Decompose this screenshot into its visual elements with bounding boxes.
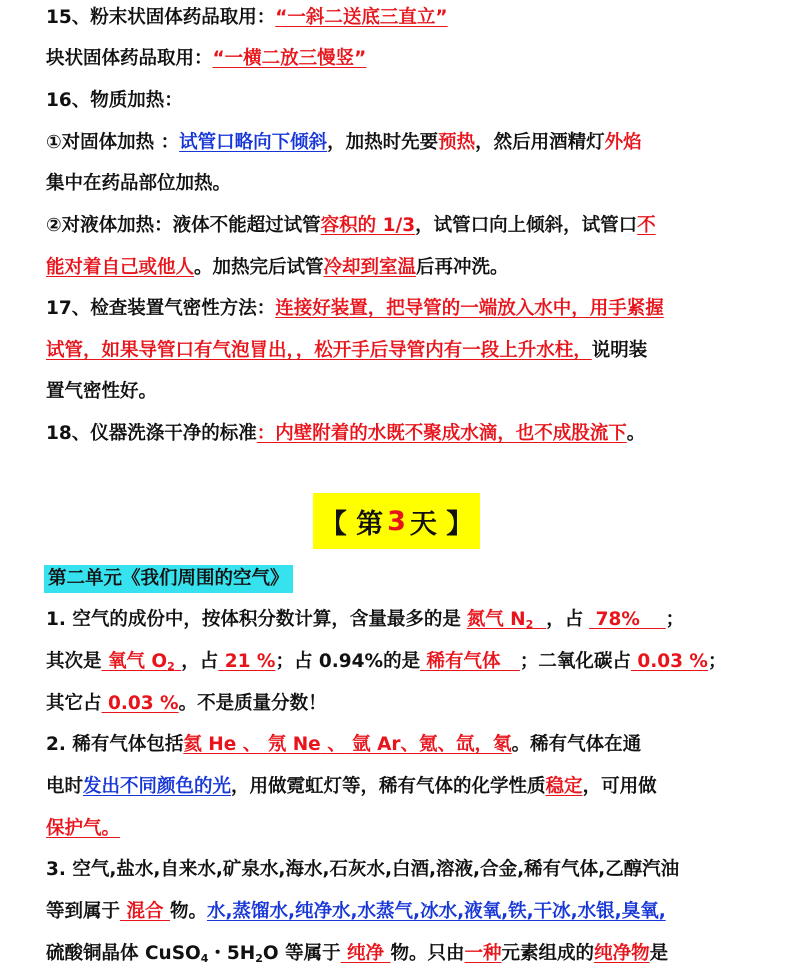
item-16	[46, 87, 183, 115]
heat-solid-line-2-text: 集中在药品部位加热。	[46, 173, 232, 194]
q1-co2	[631, 651, 708, 672]
day-heading-number: 3	[387, 505, 406, 537]
heat-solid-mid2: ，然后用酒精灯	[475, 132, 605, 153]
q1-line-3	[46, 690, 327, 718]
heat-solid-preheat: 预热	[438, 132, 476, 153]
q3-pure-text: 纯净	[347, 943, 385, 964]
q3-line-2-b: 物。	[169, 901, 207, 922]
q1-other	[102, 693, 179, 714]
day-heading-close: 天 】	[409, 508, 474, 540]
heat-solid-outer-flame: 外焰	[604, 132, 642, 153]
q3-line-2	[46, 898, 666, 926]
item-18-label: 18、仪器洗涤干净的标准	[46, 423, 257, 444]
item-17-answer-2: 试管，如果导管口有气泡冒出，，松开手后导管内有一段上升水柱，	[46, 340, 592, 361]
q1-pct-78	[589, 609, 666, 630]
block-solid-answer: “一横二放三慢竖”	[212, 48, 367, 69]
q1-line-2-d: ；二氧化碳占	[519, 651, 631, 672]
q1-line-3-a: 其它占	[46, 693, 102, 714]
q1-line-2-e: ；	[707, 651, 727, 672]
q1-nitrogen	[467, 609, 546, 630]
q1-pct-78-text: 78%	[595, 609, 640, 630]
heat-solid-prefix: ①对固体加热 ：	[46, 132, 180, 153]
q3-line-3-d: 物。只由	[390, 943, 465, 964]
q2-line-2	[46, 773, 657, 801]
heat-liquid-line-1	[46, 212, 656, 240]
q3-pure	[341, 943, 391, 964]
q3-line-3-a: 硫酸铜晶体 CuSO	[46, 943, 201, 964]
q1-line-2	[46, 648, 726, 676]
item-15-answer: “一斜二送底三直立”	[275, 7, 448, 28]
q2-argon: 氩 Ar	[352, 734, 401, 755]
q3-one-kind: 一种	[464, 943, 502, 964]
heat-solid-tilt: 试管口略向下倾斜	[179, 132, 328, 153]
q1-line-1-c: ；	[665, 609, 685, 630]
q3-mixture	[120, 901, 170, 922]
q1-other-text: 0.03 %	[107, 693, 179, 714]
q3-pure-list: 水,蒸馏水,纯净水,水蒸气,冰水,液氧,铁,干冰,水银,臭氧,	[206, 901, 666, 922]
q3-pure-substance: 纯净物	[594, 943, 650, 964]
item-18-end: 。	[626, 423, 646, 444]
q2-neon: 氖 Ne	[267, 734, 321, 755]
q1-rare-gas	[420, 651, 520, 672]
q3-sub-4: 4	[200, 952, 209, 965]
unit-title: 第二单元《我们周围的空气》	[44, 565, 293, 593]
item-16-label: 16、物质加热：	[46, 90, 183, 111]
item-17-line-1	[46, 295, 664, 323]
q2-line-2-a: 电时	[46, 776, 84, 797]
heat-solid-line-1	[46, 129, 642, 157]
q2-stable: 稳定	[545, 776, 583, 797]
day-heading-open: 【 第	[319, 508, 384, 540]
block-solid-line	[46, 45, 366, 73]
q1-nitrogen-sub: 2	[525, 618, 534, 631]
q2-sep-2	[321, 734, 352, 755]
item-17-answer-1: 连接好装置，把导管的一端放入水中，用手紧握	[275, 298, 664, 319]
q2-line-1-a: 2. 稀有气体包括	[46, 734, 184, 755]
item-17-line-2	[46, 337, 647, 365]
q3-line-3-b: ・5H	[208, 943, 256, 964]
q1-nitrogen-text: 氮气 N	[466, 609, 526, 630]
q3-line-3-c: O 等属于	[262, 943, 341, 964]
q3-line-1	[46, 856, 679, 884]
q3-sub-2: 2	[255, 952, 263, 965]
q3-line-3-e: 元素组成的	[501, 943, 595, 964]
q2-sep-1	[236, 734, 267, 755]
q2-sep-2-text: 、	[327, 734, 346, 755]
block-solid-label: 块状固体药品取用：	[46, 48, 213, 69]
q1-oxygen-text: 氧气 O	[107, 651, 168, 672]
heat-liquid-mid2: 。加热完后试管	[194, 257, 324, 278]
day-heading	[313, 493, 480, 549]
q1-pct-21-text: 21 %	[224, 651, 276, 672]
q3-mixture-text: 混合	[126, 901, 164, 922]
heat-liquid-volume: 容积的 1/3	[320, 215, 416, 236]
item-18	[46, 420, 645, 448]
q2-protect: 保护气。	[46, 818, 121, 839]
q1-rare-gas-text: 稀有气体	[426, 651, 501, 672]
q2-line-2-b: ，用做霓虹灯等，稀有气体的化学性质	[231, 776, 546, 797]
heat-solid-mid1: ，加热时先要	[327, 132, 439, 153]
q3-line-1-text: 3. 空气,盐水,自来水,矿泉水,海水,石灰水,白酒,溶液,合金,稀有气体,乙醇汽油	[46, 859, 680, 880]
q1-co2-text: 0.03 %	[637, 651, 708, 672]
item-15	[46, 4, 448, 32]
heat-liquid-prefix: ②对液体加热：液体不能超过试管	[46, 215, 321, 236]
item-18-answer: ：内壁附着的水既不聚成水滴，也不成股流下	[256, 423, 627, 444]
q2-helium: 氦 He	[183, 734, 237, 755]
q2-light: 发出不同颜色的光	[83, 776, 232, 797]
heat-liquid-end: 后再冲洗。	[416, 257, 509, 278]
q2-rest: 、氪、氙，氡	[400, 734, 512, 755]
q1-line-1-a: 1. 空气的成份中，按体积分数计算，含量最多的是	[46, 609, 461, 630]
item-17-end: 说明装	[591, 340, 648, 361]
q2-line-1	[46, 731, 641, 759]
q2-sep-1-text: 、	[242, 734, 262, 755]
q2-line-1-b: 。稀有气体在通	[511, 734, 642, 755]
heat-liquid-not-b: 能对着自己或他人	[46, 257, 195, 278]
q2-line-3	[46, 815, 120, 843]
q2-line-2-c: ，可用做	[582, 776, 657, 797]
item-17-label: 17、检查装置气密性方法：	[46, 298, 276, 319]
q3-line-2-a: 等到属于	[46, 901, 121, 922]
item-15-label: 15、粉末状固体药品取用：	[46, 7, 276, 28]
heat-liquid-cool: 冷却到室温	[323, 257, 417, 278]
heat-solid-line-2	[46, 170, 231, 198]
q1-line-1	[46, 606, 684, 634]
q1-line-1-b: ，占	[546, 609, 584, 630]
q1-line-2-a: 其次是	[46, 651, 102, 672]
heat-liquid-not-a: 不	[637, 215, 656, 236]
item-17-line-3-text: 置气密性好。	[46, 381, 158, 402]
q1-pct-21	[218, 651, 275, 672]
item-17-line-3	[46, 378, 157, 406]
q1-line-2-c: ；占 0.94%的是	[275, 651, 421, 672]
q3-line-3	[46, 940, 668, 968]
heat-liquid-line-2	[46, 254, 509, 282]
heat-liquid-mid1: ，试管口向上倾斜，试管口	[415, 215, 638, 236]
q1-oxygen	[102, 651, 182, 672]
q1-line-3-b: 。不是质量分数！	[178, 693, 327, 714]
q3-line-3-f: 是	[649, 943, 669, 964]
q1-line-2-b: ，占	[181, 651, 219, 672]
q1-oxygen-sub: 2	[167, 660, 175, 673]
